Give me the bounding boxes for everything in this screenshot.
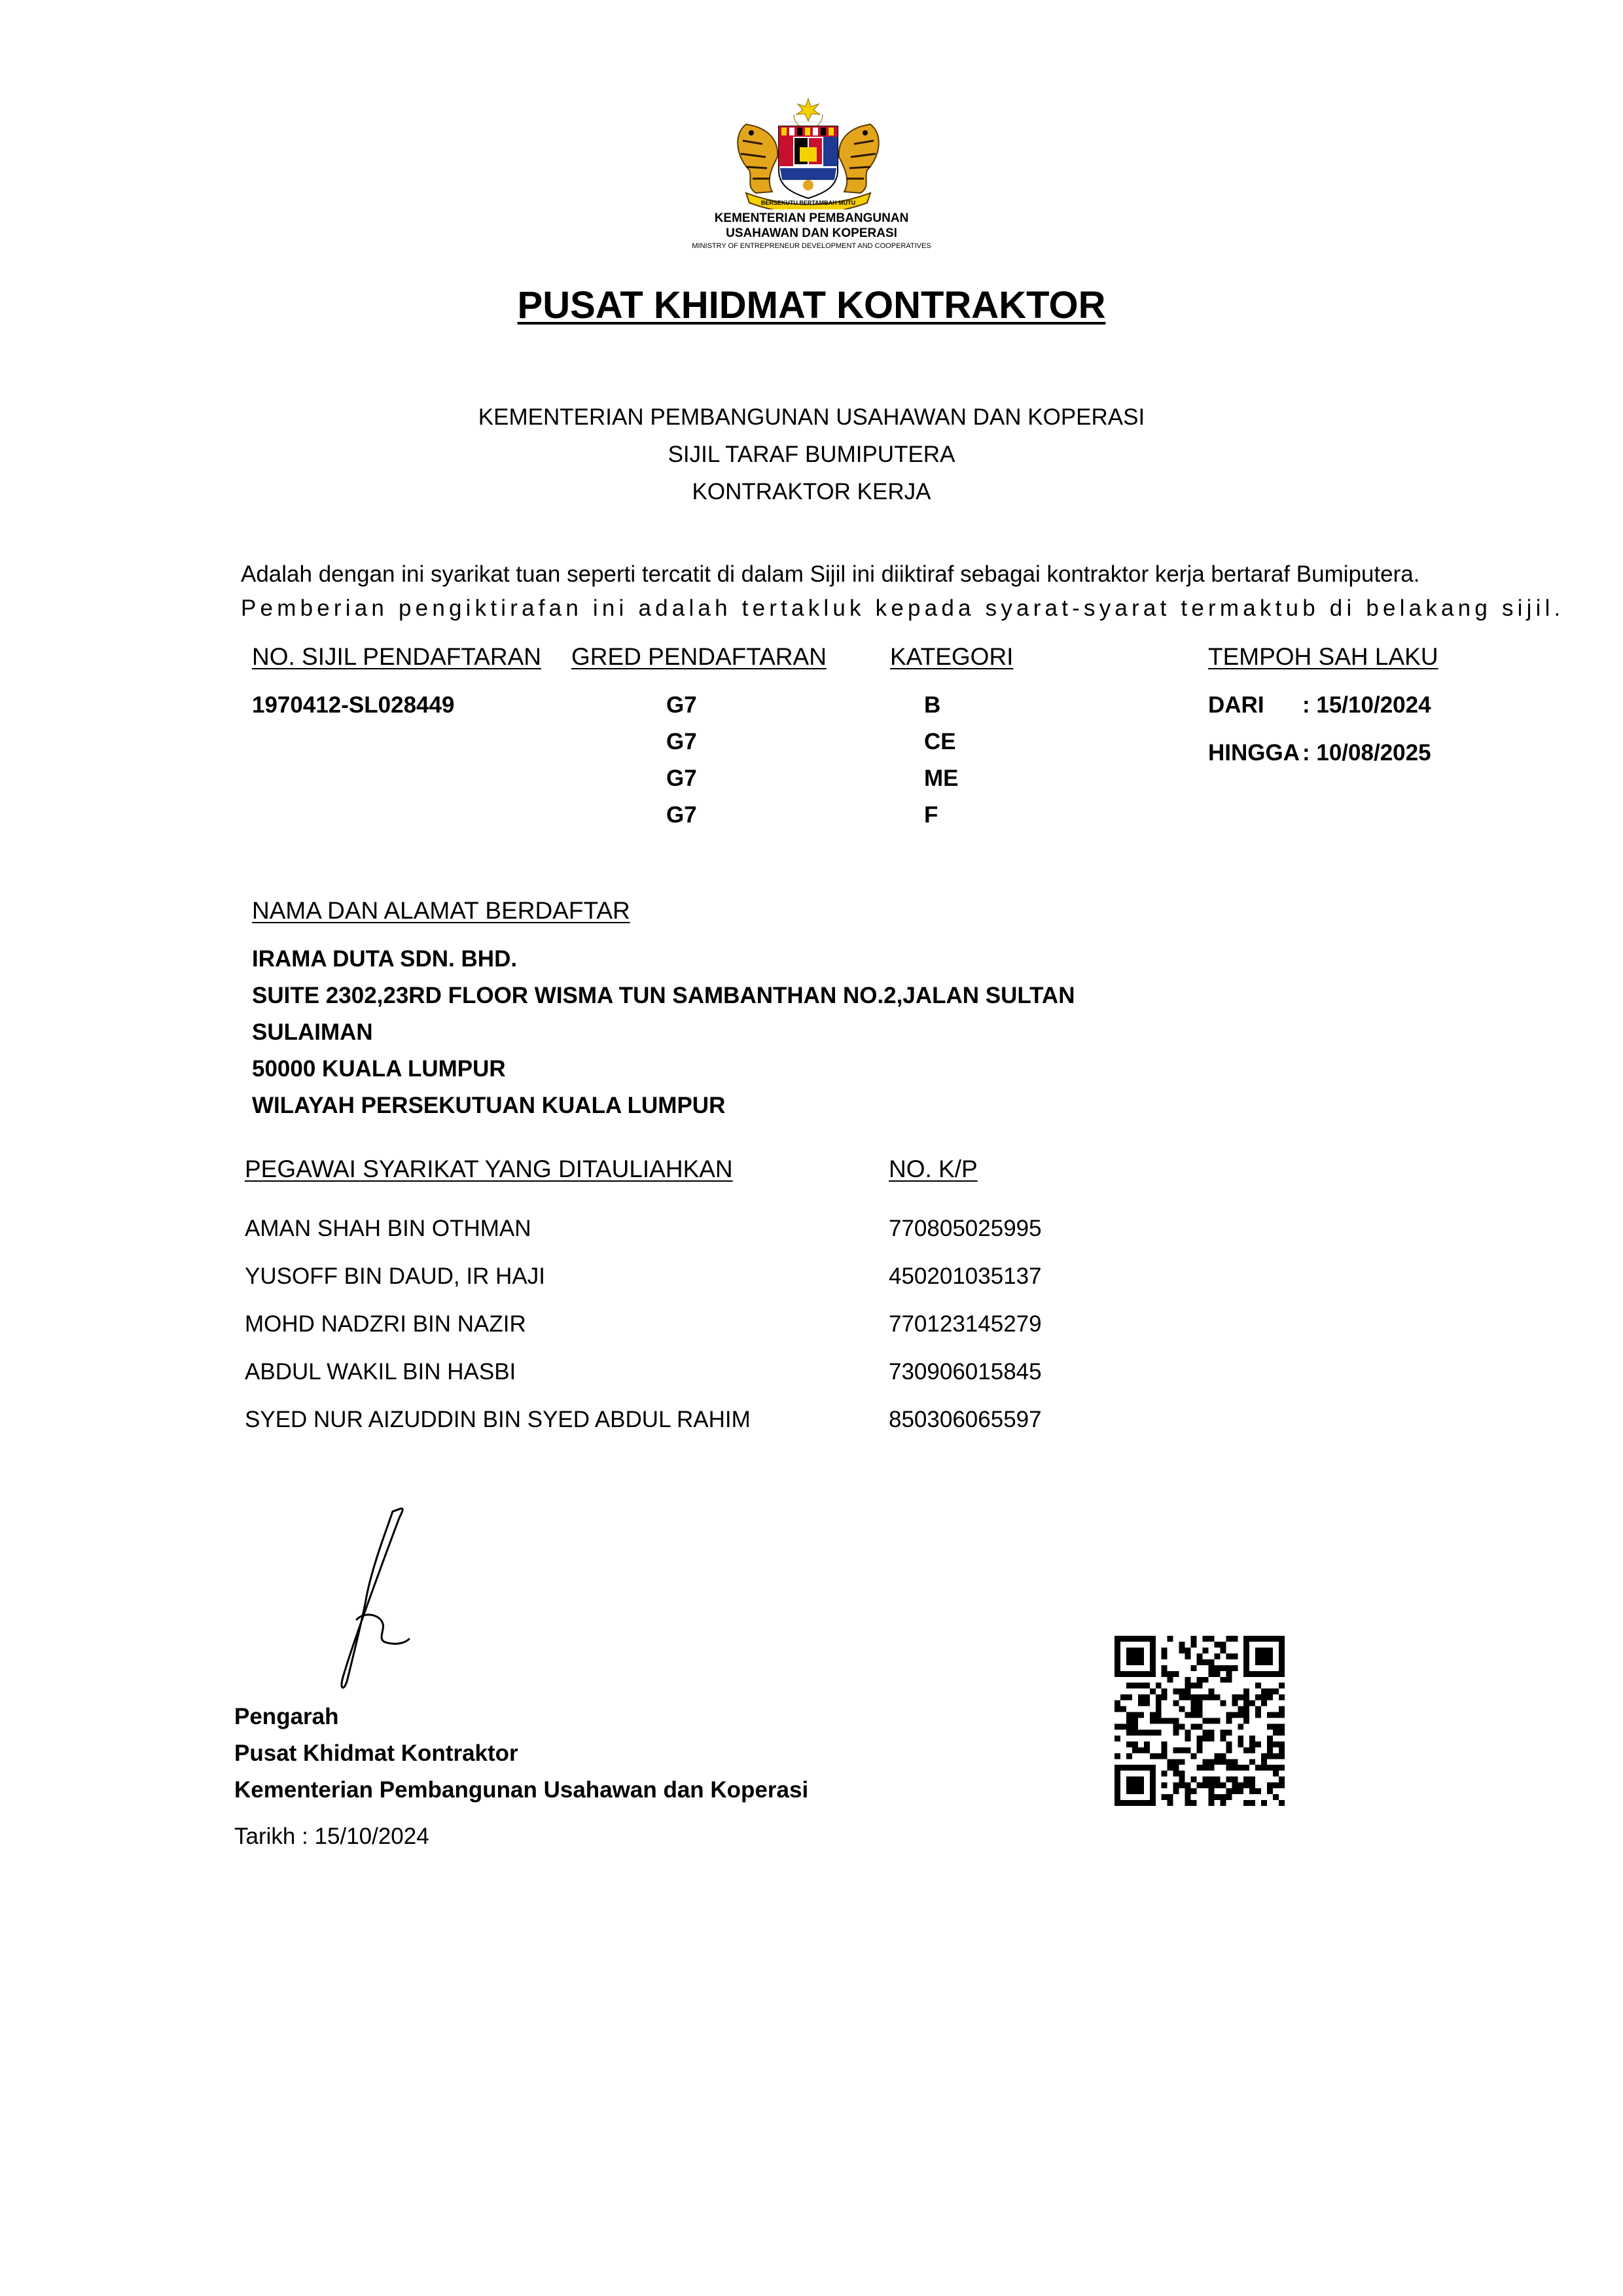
no-sijil-value: 1970412-SL028449 [252,692,455,718]
statement-line-2: Pemberian pengiktirafan ini adalah tertakluk kepada syarat-syarat termaktub di belakang sijil. [241,595,1565,621]
officer-name: SYED NUR AIZUDDIN BIN SYED ABDUL RAHIM [245,1407,751,1432]
contractor-type: KONTRAKTOR KERJA [692,479,931,504]
header-tempoh: TEMPOH SAH LAKU [1208,643,1438,670]
officer-name: AMAN SHAH BIN OTHMAN [245,1216,531,1241]
officer-kp: 450201035137 [889,1263,1042,1289]
signatory-ministry: Kementerian Pembangunan Usahawan dan Koperasi [234,1777,809,1803]
company-name: IRAMA DUTA SDN. BHD. [252,946,518,972]
page-title: PUSAT KHIDMAT KONTRAKTOR [517,284,1106,327]
logo-ministry-line-2: USAHAWAN DAN KOPERASI [726,226,897,240]
officers-header-name: PEGAWAI SYARIKAT YANG DITAULIAHKAN [245,1156,733,1182]
header-no-sijil: NO. SIJIL PENDAFTARAN [252,643,542,670]
certificate-type: SIJIL TARAF BUMIPUTERA [668,442,955,467]
officer-name: YUSOFF BIN DAUD, IR HAJI [245,1263,545,1289]
gred-value: G7 [666,729,697,754]
address-line: SUITE 2302,23RD FLOOR WISMA TUN SAMBANTHAN NO.2,JALAN SULTAN [252,983,1075,1008]
dari-value: : 15/10/2024 [1302,692,1431,718]
officer-name: ABDUL WAKIL BIN HASBI [245,1359,516,1385]
gred-value: G7 [666,766,697,791]
address-header: NAMA DAN ALAMAT BERDAFTAR [252,897,630,924]
kategori-value: CE [924,729,956,754]
header-kategori: KATEGORI [890,643,1014,670]
dari-label: DARI [1208,692,1264,718]
signature-image [308,1505,438,1695]
officer-kp: 770123145279 [889,1311,1042,1337]
officer-kp: 730906015845 [889,1359,1042,1385]
logo-ministry-line-1: KEMENTERIAN PEMBANGUNAN [714,211,909,225]
officer-kp: 770805025995 [889,1216,1042,1241]
coat-of-arms-icon [726,95,890,209]
kategori-value: F [924,802,938,828]
signatory-office: Pusat Khidmat Kontraktor [234,1740,518,1766]
address-line: SULAIMAN [252,1019,373,1045]
logo-ministry-line-3: MINISTRY OF ENTREPRENEUR DEVELOPMENT AND COOPERATIVES [692,242,931,250]
ministry-name: KEMENTERIAN PEMBANGUNAN USAHAWAN DAN KOPERASI [478,404,1145,430]
hingga-value: : 10/08/2025 [1302,740,1431,766]
officers-header-kp: NO. K/P [889,1156,978,1182]
kategori-value: ME [924,766,959,791]
officer-kp: 850306065597 [889,1407,1042,1432]
header-gred: GRED PENDAFTARAN [571,643,827,670]
emblem-motto: BERSEKUTU BERTAMBAH MUTU [760,200,856,206]
officer-name: MOHD NADZRI BIN NAZIR [245,1311,526,1337]
gred-value: G7 [666,802,697,828]
issue-date: Tarikh : 15/10/2024 [234,1824,429,1849]
address-line: 50000 KUALA LUMPUR [252,1056,506,1082]
hingga-label: HINGGA [1208,740,1300,766]
statement-line-1: Adalah dengan ini syarikat tuan seperti tercatit di dalam Sijil ini diiktiraf sebagai kontraktor kerja bertaraf Bumiputera. [241,561,1420,587]
signatory-title: Pengarah [234,1704,339,1729]
gred-value: G7 [666,692,697,718]
kategori-value: B [924,692,941,718]
qr-code-icon [1115,1636,1285,1806]
address-line: WILAYAH PERSEKUTUAN KUALA LUMPUR [252,1093,726,1118]
